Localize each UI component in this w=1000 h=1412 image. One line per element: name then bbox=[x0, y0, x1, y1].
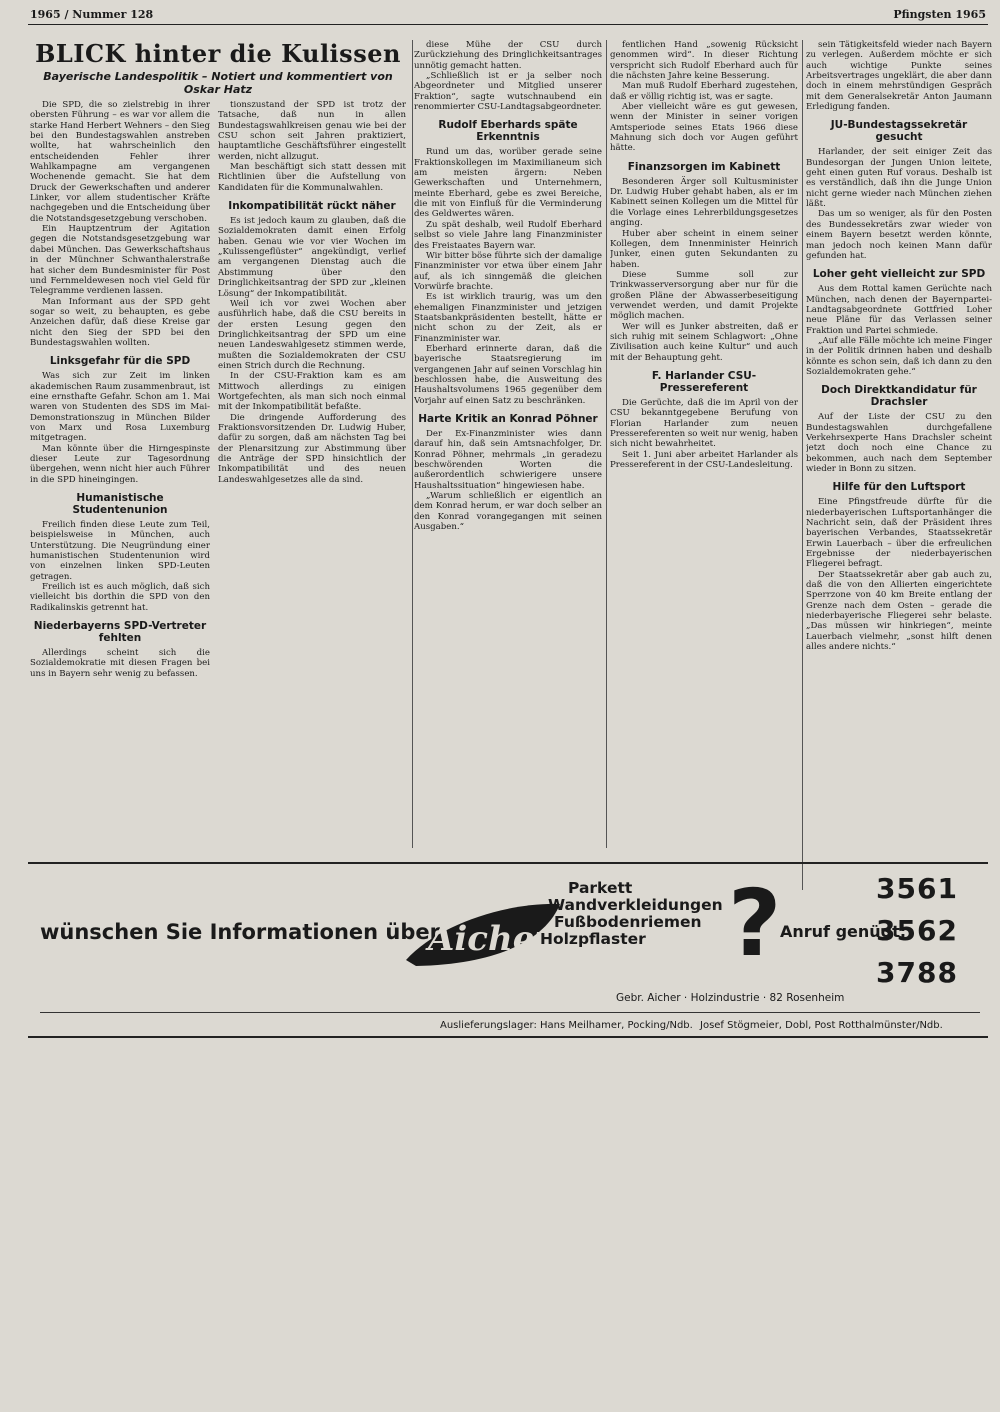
section-heading: Linksgefahr für die SPD bbox=[49, 355, 191, 368]
article-column-5 bbox=[806, 40, 992, 882]
paragraph: Eine Pfingstfreude dürfte für die niederbayerischen Luftsportanhänger die Nachricht sein, daß der Präsident ihres bayerischen Verbandes, Staatssekretär Erwin Lauerbach – über die erfreulichen Ergebnisse der niederbayerischen Fliegerei befragt. bbox=[806, 497, 992, 570]
column-divider bbox=[412, 40, 413, 848]
paragraph: Besonderen Ärger soll Kultusminister Dr. Ludwig Huber gehabt haben, als er im Kabinett seinen Kollegen um die Mittel für die Vorlage eines Lehrerbildungsgesetzes anging. bbox=[610, 176, 798, 229]
column-divider bbox=[802, 40, 803, 890]
paragraph: Aus dem Rottal kamen Gerüchte nach München, nach denen der Bayernpartei-Landtagsabgeordnete Gottfried Loher neue Pläne für das Verlassen seiner Fraktion und Partei schmiede. bbox=[806, 284, 992, 336]
product-item: Holzpflaster bbox=[540, 930, 646, 948]
paragraph: Wer will es Junker abstreiten, daß er sich ruhig mit seinem Schlagwort: „Ohne Zivilisation auch keine Kultur“ und auch mit der Behauptung geht. bbox=[610, 321, 798, 363]
paragraph: In der CSU-Fraktion kam es am Mittwoch allerdings zu einigen Wortgefechten, als man sich noch einmal mit der Inkompatibilität befaßte. bbox=[218, 371, 406, 413]
section-heading: Loher geht vielleicht zur SPD bbox=[812, 268, 986, 281]
article-column-3 bbox=[414, 40, 602, 840]
paragraph: Aber vielleicht wäre es gut gewesen, wenn der Minister in seiner vorigen Amtsperiode seines Etats 1966 diese Mahnung sich doch vor Augen geführt hätte. bbox=[610, 102, 798, 154]
article-column-4 bbox=[610, 40, 798, 840]
paragraph: Man beschäftigt sich statt dessen mit Richtlinien über die Aufstellung von Kandidaten für die Kommunalwahlen. bbox=[218, 162, 406, 193]
ad-lead-text: wünschen Sie Informationen über bbox=[40, 920, 441, 944]
section-heading: F. Harlander CSU-Pressereferent bbox=[651, 369, 757, 394]
paragraph: Seit 1. Juni aber arbeitet Harlander als Pressereferent in der CSU-Landesleitung. bbox=[610, 449, 798, 471]
paragraph: „Schließlich ist er ja selber noch Abgeordneter und Mitglied unserer Fraktion“, sagte wutschnaubend ein renommierter CSU-Landtagsabgeordneter. bbox=[414, 71, 602, 113]
brand-name: Aicher bbox=[428, 919, 553, 959]
paragraph: tionszustand der SPD ist trotz der Tatsache, daß nun in allen Bundestagswahlkreisen genau wie bei der CSU schon seit Jahren praktiziert, hauptamtliche Geschäftsführer eingestellt werden, nicht allzugut. bbox=[218, 100, 406, 162]
paragraph: Wir bitter böse führte sich der damalige Finanzminister vor etwa über einem Jahr auf, als ich sinngemäß die gleichen Vorwürfe brachte. bbox=[414, 250, 602, 292]
article-headline bbox=[30, 40, 406, 96]
phone-number: 3561 bbox=[876, 872, 958, 905]
paragraph: Man muß Rudolf Eberhard zugestehen, daß er völlig richtig ist, was er sagte. bbox=[610, 81, 798, 102]
paragraph: Huber aber scheint in einem seiner Kollegen, dem Innenminister Heinrich Junker, einen guten Sekundanten zu haben. bbox=[610, 228, 798, 270]
paragraph: Der Staatssekretär aber gab auch zu, daß die von den Allierten eingerichtete Sperrzone von 40 km Breite entlang der Grenze nach dem Osten – gerade die niederbayerische Fliegerei sehr belaste. „Das müssen wir hinkriegen“, meinte Lauerbach vielmehr, „sonst hilft denen alles andere nichts.“ bbox=[806, 569, 992, 653]
paragraph: Die Gerüchte, daß die im April von der CSU bekanntgegebene Berufung von Florian Harlander zum neuen Pressereferenten so weit nur wenig, haben sich nicht bewahrheitet. bbox=[610, 397, 798, 450]
paragraph: „Auf alle Fälle möchte ich meine Finger in der Politik drinnen haben und deshalb könnte es schon sein, daß ich dann zu den Sozialdemokraten gehe.“ bbox=[806, 335, 992, 377]
ad-footer-right: Josef Stögmeier, Dobl, Post Rotthalmünster/Ndb. bbox=[700, 1020, 943, 1031]
paragraph: Zu spät deshalb, weil Rudolf Eberhard selbst so viele Jahre lang Finanzminister des Freistaates Bayern war. bbox=[414, 219, 602, 251]
paragraph: Weil ich vor zwei Wochen aber ausführlich habe, daß die CSU bereits in der ersten Lesung gegen den Dringlichkeitsantrag der SPD um eine neuen Landeswahlgesetz stimmen werde, mußten die Sozialdemokraten der CSU einen Strich durch die Rechnung. bbox=[218, 298, 406, 371]
ad-top-rule bbox=[28, 862, 988, 864]
paragraph: Freilich finden diese Leute zum Teil, beispielsweise in München, auch Unterstützung. Die Neugründung einer humanistischen Studentenunion wird von einzelnen linken SPD-Leuten getragen. bbox=[30, 520, 210, 582]
paragraph: Die SPD, die so zielstrebig in ihrer obersten Führung – es war vor allem die starke Hand Herbert Wehners – den Sieg bei den Bundestagswahlen anstreben wollte, hat wahrscheinlich den entscheidenden Fehler ihrer Wahlkampagne am vergangenen Wochenende gemacht. Sie hat dem Druck der Gewerkschaften und anderer Linker, vor allem studentischer Kräfte nachgegeben und die Entscheidung über die Notstandsgesetzgebung verschoben. bbox=[30, 100, 210, 224]
paragraph: Das um so weniger, als für den Posten des Bundessekretärs zwar wieder von einem Bayern besetzt werden könnte, man jedoch noch keinen Mann dafür gefunden hat. bbox=[806, 209, 992, 261]
column-divider bbox=[606, 40, 607, 848]
paragraph: Allerdings scheint sich die Sozialdemokratie mit diesen Fragen bei uns in Bayern sehr wenig zu befassen. bbox=[30, 648, 210, 679]
advertisement bbox=[40, 872, 980, 1372]
article-title: BLICK hinter die Kulissen bbox=[35, 39, 401, 68]
product-item: Wandverkleidungen bbox=[548, 896, 723, 914]
phone-number: 3562 bbox=[876, 914, 958, 947]
issue-date: Pfingsten 1965 bbox=[893, 8, 986, 21]
section-heading: Inkompatibilität rückt näher bbox=[228, 200, 396, 213]
paragraph: Rund um das, worüber gerade seine Fraktionskollegen im Maximilianeum sich am meisten ärgern: Neben Gewerkschaften und Unternehmern, meinte Eberhard, gebe es zwei Bereiche, die mit von Einfluß für die Verminderung des Geldwertes wären. bbox=[414, 147, 602, 220]
paragraph: Ein Hauptzentrum der Agitation gegen die Notstandsgesetzgebung war dabei München. Das Gewerkschaftshaus in der Münchner Schwanthalerstraße hat sicher dem Bundesminister für Post und Fernmeldewesen noch viel Geld für Telegramme verdienen lassen. bbox=[30, 224, 210, 297]
paragraph: Diese Summe soll zur Trinkwasserversorgung aber nur für die großen Pläne der Abwasserbeseitigung verwendet werden, und damit Projekte möglich machen. bbox=[610, 269, 798, 322]
article-column-2 bbox=[218, 100, 406, 840]
paragraph: Freilich ist es auch möglich, daß sich vielleicht bis dorthin die SPD von den Radikalinskis getrennt hat. bbox=[30, 582, 210, 613]
paragraph: diese Mühe der CSU durch Zurückziehung des Dringlichkeitsantrages unnötig gemacht hatten. bbox=[414, 40, 602, 71]
ad-divider bbox=[40, 1012, 980, 1013]
article-subtitle: Bayerische Landespolitik – Notiert und kommentiert von Oskar Hatz bbox=[43, 70, 393, 96]
paragraph: Man Informant aus der SPD geht sogar so weit, zu behaupten, es gebe Anzeichen dafür, daß diese Kreise gar nicht den Sieg der SPD bei den Bundestagswahlen wollten. bbox=[30, 296, 210, 348]
product-item: Fußbodenriemen bbox=[554, 913, 702, 931]
firm-address: Gebr. Aicher · Holzindustrie · 82 Rosenheim bbox=[616, 992, 845, 1004]
issue-number: 1965 / Nummer 128 bbox=[30, 8, 154, 21]
paragraph: Auf der Liste der CSU zu den Bundestagswahlen durchgefallene Verkehrsexperte Hans Drachsler scheint jetzt doch noch eine Chance zu bekommen, auch nach dem September wieder in Bonn zu sitzen. bbox=[806, 412, 992, 474]
paragraph: Eberhard erinnerte daran, daß die bayerische Staatsregierung im vergangenen Jahr auf seinen Vorschlag hin beschlossen habe, die Ausweitung des Haushaltsvolumens 1965 gegenüber dem Vorjahr auf einen Satz zu beschränken. bbox=[414, 343, 602, 406]
paragraph: Der Ex-Finanzminister wies dann darauf hin, daß sein Amtsnachfolger, Dr. Konrad Pöhner, mehrmals „in geradezu beschwörenden Worten die außerordentlich schwierigere unsere Haushaltssituation“ hingewiesen habe. bbox=[414, 429, 602, 491]
section-heading: Niederbayerns SPD-Vertreter fehlten bbox=[33, 620, 207, 645]
ad-bottom-rule bbox=[28, 1036, 988, 1038]
section-heading: Hilfe für den Luftsport bbox=[832, 481, 966, 494]
paragraph: sein Tätigkeitsfeld wieder nach Bayern zu verlegen. Außerdem möchte er sich auch wichtige Punkte seines Arbeitsvertrages ungeklärt, die aber dann doch in einem mehrstündigen Gespräch mit dem Generalsekretär Anton Jaumann Erledigung fanden. bbox=[806, 40, 992, 113]
paragraph: fentlichen Hand „sowenig Rücksicht genommen wird“. In dieser Richtung verspricht sich Rudolf Eberhard auch für die nächsten Jahre keine Besserung. bbox=[610, 40, 798, 82]
section-heading: Humanistische Studentenunion bbox=[72, 492, 168, 517]
article-column-1 bbox=[30, 100, 210, 900]
ad-footer-left: Auslieferungslager: Hans Meilhamer, Pocking/Ndb. bbox=[440, 1020, 693, 1031]
product-item: Parkett bbox=[568, 879, 633, 897]
ad-product-list bbox=[540, 880, 723, 948]
phone-number: 3788 bbox=[876, 956, 958, 989]
section-heading: JU-Bundestagssekretär gesucht bbox=[830, 119, 968, 144]
section-heading: Rudolf Eberhards späte Erkenntnis bbox=[438, 119, 578, 144]
paragraph: Es ist wirklich traurig, was um den ehemaligen Finanzminister und jetzigen Staatsbankpräsidenten bestellt, hätte er nicht schon zu der Zeit, als er Finanzminister war. bbox=[414, 292, 602, 344]
question-mark: ? bbox=[728, 870, 782, 977]
paragraph: Man könnte über die Hirngespinste dieser Leute zur Tagesordnung übergehen, wenn nicht hier auch Führer in die SPD hineingingen. bbox=[30, 443, 210, 485]
section-heading: Harte Kritik an Konrad Pöhner bbox=[418, 413, 598, 425]
paragraph: „Warum schließlich er eigentlich an dem Konrad herum, er war doch selber an den Konrad vorangegangen mit seinen Ausgaben.“ bbox=[414, 491, 602, 533]
phone-label: Anruf genügt: bbox=[780, 922, 907, 941]
header-rule bbox=[28, 24, 988, 25]
paragraph: Es ist jedoch kaum zu glauben, daß die Sozialdemokraten damit einen Erfolg haben. Genau wie vor vier Wochen im „Kulissengeflüster“ angekündigt, verlief am vergangenen Dienstag auch die Abstimmung über den Dringlichkeitsantrag der SPD zur „kleinen Lösung“ der Inkompatibilität. bbox=[218, 216, 406, 299]
paragraph: Harlander, der seit einiger Zeit das Bundesorgan der Jungen Union leitete, geht einen guten Ruf voraus. Deshalb ist es verständlich, daß ihn die Junge Union nicht gerne wieder nach München ziehen läßt. bbox=[806, 147, 992, 210]
paragraph: Was sich zur Zeit im linken akademischen Raum zusammenbraut, ist eine ernsthafte Gefahr. Schon am 1. Mai waren von Studenten des SDS im Mai-Demonstrationszug in München Bilder von Marx und Rosa Luxemburg mitgetragen. bbox=[30, 371, 210, 444]
paragraph: Die dringende Aufforderung des Fraktionsvorsitzenden Dr. Ludwig Huber, dafür zu sorgen, daß am nächsten Tag bei der Plenarsitzung zur Abstimmung über die Anträge der SPD hinsichtlich der Inkompatibilität und des neuen Landeswahlgesetzes alle da sind. bbox=[218, 412, 406, 485]
section-heading: Doch Direktkandidatur für Drachsler bbox=[821, 384, 977, 409]
section-heading: Finanzsorgen im Kabinett bbox=[627, 160, 781, 173]
